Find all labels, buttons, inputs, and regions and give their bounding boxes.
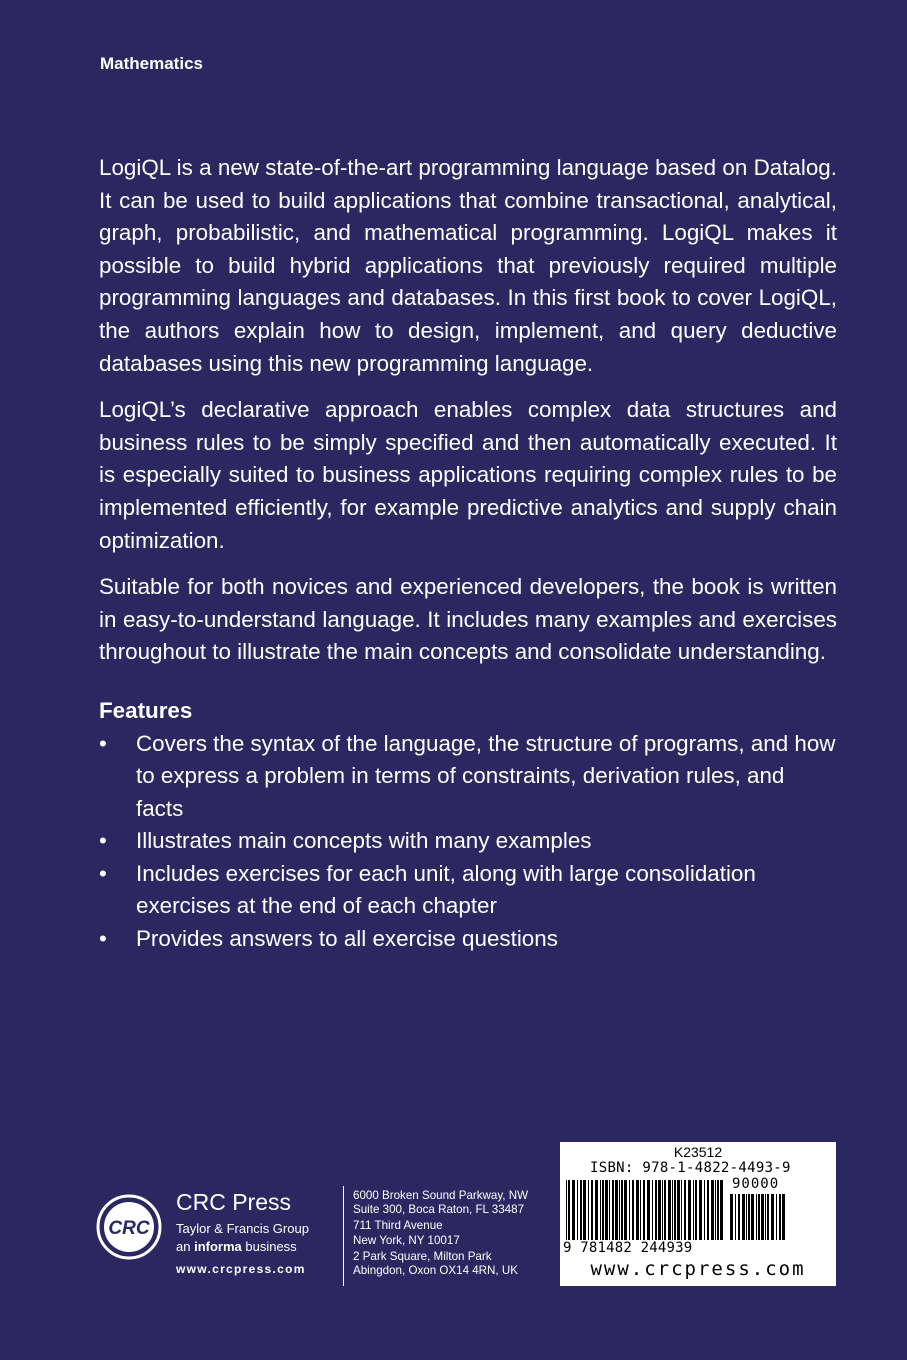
barcode-bar <box>595 1180 598 1240</box>
description-paragraph: LogiQL is a new state-of-the-art programming language based on Datalog. It can be used to build applications that combine transactional, analytical, graph, probabilistic, and mathematical programming. LogiQL makes it possible to build hybrid applications that previously required multiple programming languages and databases. In this first book to cover LogiQL, the authors explain how to design, implement, and query deductive databases using this new programming language. <box>99 155 837 376</box>
barcode-bar <box>677 1180 680 1240</box>
barcode-bar <box>577 1180 578 1240</box>
features-heading: Features <box>99 697 193 723</box>
price-addon-text: 90000 <box>732 1176 780 1192</box>
publisher-divider <box>343 1186 344 1286</box>
barcode-bar <box>771 1194 774 1240</box>
informa-suffix: business <box>241 1239 297 1254</box>
category-label: Mathematics <box>100 54 203 73</box>
barcode-bar <box>751 1194 754 1240</box>
barcode-bar <box>568 1180 570 1240</box>
back-cover-description <box>99 152 837 956</box>
barcode-bar <box>746 1194 747 1240</box>
barcode-bar <box>615 1180 618 1240</box>
barcode-bar <box>758 1194 760 1240</box>
barcode-bar <box>602 1180 604 1240</box>
barcode-digits: 9 781482 244939 <box>563 1240 693 1256</box>
barcode-bar <box>658 1180 661 1240</box>
book-code: K23512 <box>673 1144 723 1160</box>
barcode-bar <box>636 1180 639 1240</box>
barcode-bar <box>647 1180 650 1240</box>
crc-press-logo-icon <box>96 1194 162 1260</box>
barcode-bar <box>640 1180 641 1240</box>
barcode-bar <box>609 1180 610 1240</box>
barcode-bar <box>624 1180 627 1240</box>
barcode-bar <box>643 1180 645 1240</box>
barcode-bar <box>776 1194 777 1240</box>
barcode-bar <box>767 1194 769 1240</box>
addon-barcode-icon <box>730 1194 788 1240</box>
barcode-bar <box>655 1180 657 1240</box>
barcode-bar <box>588 1180 589 1240</box>
barcode-bar <box>693 1180 694 1240</box>
barcode-bar <box>782 1194 785 1240</box>
barcode-bar <box>688 1180 691 1240</box>
barcode-bar <box>600 1180 601 1240</box>
barcode-bar <box>668 1180 671 1240</box>
barcode-bar <box>612 1180 614 1240</box>
address-line: Abingdon, Oxon OX14 4RN, UK <box>353 1264 518 1278</box>
publisher-name: CRC Press <box>176 1189 292 1215</box>
feature-item: • Illustrates main concepts with many examples <box>99 825 837 858</box>
barcode-bar <box>765 1194 766 1240</box>
barcode-bar <box>674 1180 676 1240</box>
publisher-informa <box>176 1239 297 1254</box>
address-line: 711 Third Avenue <box>353 1219 443 1233</box>
barcode-bar <box>756 1194 757 1240</box>
address-line: Suite 300, Boca Raton, FL 33487 <box>353 1203 525 1217</box>
informa-bold: informa <box>194 1239 242 1254</box>
feature-item: • Includes exercises for each unit, along with large consolidation exercises at the end of each chapter <box>99 858 837 923</box>
informa-prefix: an <box>176 1239 195 1254</box>
barcode-bar <box>632 1180 634 1240</box>
publisher-addresses <box>353 1189 528 1278</box>
feature-item: • Provides answers to all exercise questions <box>99 923 837 956</box>
isbn-barcode-box <box>560 1142 836 1286</box>
description-paragraph: Suitable for both novices and experienced developers, the book is written in easy-to-understand language. It includes many examples and exercises throughout to illustrate the main concepts and consolidate understanding. <box>99 574 837 665</box>
crc-logo-text: CRC <box>108 1218 150 1239</box>
features-list <box>99 728 837 956</box>
address-line: 6000 Broken Sound Parkway, NW <box>353 1189 529 1202</box>
barcode-bar <box>580 1180 582 1240</box>
barcode-bar <box>566 1180 567 1240</box>
barcode-bar <box>704 1180 705 1240</box>
barcode-bar <box>742 1194 745 1240</box>
barcode-bar <box>735 1194 736 1240</box>
barcode-icon <box>566 1180 726 1240</box>
barcode-bar <box>681 1180 682 1240</box>
barcode-url: www.crcpress.com <box>590 1258 806 1280</box>
barcode-bar <box>720 1180 723 1240</box>
barcode-bar <box>761 1194 764 1240</box>
barcode-bar <box>748 1194 750 1240</box>
barcode-bar <box>621 1180 623 1240</box>
publisher-group: Taylor & Francis Group <box>176 1221 309 1236</box>
barcode-bar <box>707 1180 709 1240</box>
barcode-bar <box>730 1194 733 1240</box>
barcode-bar <box>662 1180 663 1240</box>
barcode-bar <box>695 1180 697 1240</box>
isbn-text: ISBN: 978-1-4822-4493-9 <box>590 1160 791 1176</box>
barcode-bar <box>738 1194 740 1240</box>
barcode-bar <box>619 1180 620 1240</box>
barcode-bar <box>699 1180 702 1240</box>
barcode-bar <box>664 1180 666 1240</box>
barcode-bar <box>591 1180 593 1240</box>
barcode-bar <box>672 1180 673 1240</box>
barcode-bar <box>717 1180 719 1240</box>
barcode-bar <box>583 1180 586 1240</box>
barcode-bar <box>684 1180 686 1240</box>
barcode-bar <box>779 1194 781 1240</box>
barcode-bar <box>711 1180 714 1240</box>
barcode-bar <box>652 1180 653 1240</box>
address-line: 2 Park Square, Milton Park <box>353 1249 492 1263</box>
barcode-bar <box>629 1180 630 1240</box>
barcode-bar <box>715 1180 716 1240</box>
feature-item: • Covers the syntax of the language, the structure of programs, and how to express a problem in terms of constraints, derivation rules, and facts <box>99 728 837 826</box>
publisher-url: www.crcpress.com <box>176 1262 306 1276</box>
barcode-bar <box>572 1180 575 1240</box>
address-line: New York, NY 10017 <box>353 1233 460 1247</box>
barcode-bar <box>605 1180 608 1240</box>
description-paragraph: LogiQL’s declarative approach enables complex data structures and business rules to be simply specified and then automatically executed. It is especially suited to business applications requiring complex rules to be implemented efficiently, for example predictive analytics and supply chain optimization. <box>99 397 837 553</box>
